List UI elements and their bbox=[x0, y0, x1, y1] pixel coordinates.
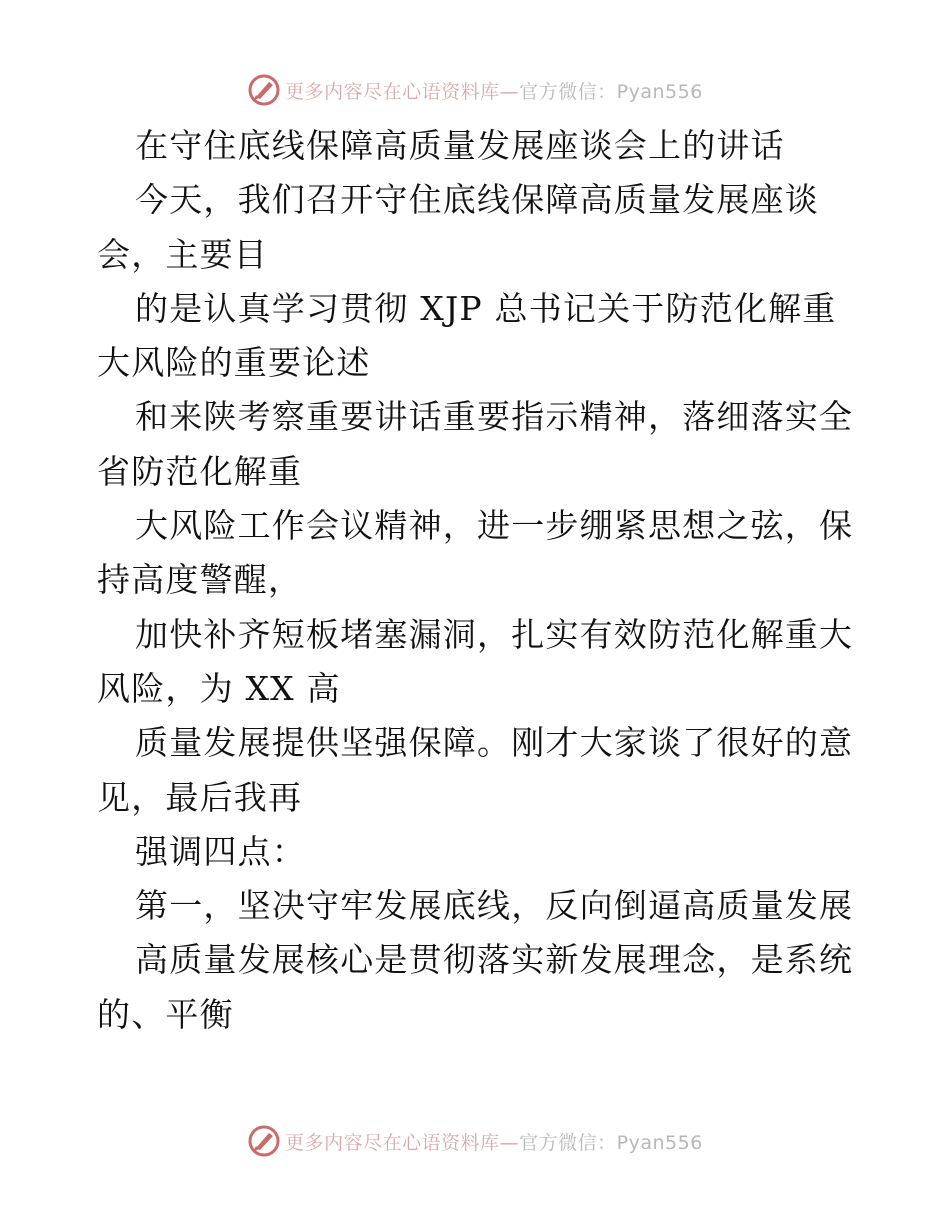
text-line: 见，最后我再 bbox=[97, 777, 303, 817]
watermark-wechat: 官方微信：Pyan556 bbox=[519, 1131, 703, 1154]
text-line: 持高度警醒， bbox=[97, 560, 303, 600]
text-line: 强调四点： bbox=[135, 831, 306, 871]
text-line: 高质量发展核心是贯彻落实新发展理念，是系统 bbox=[135, 940, 854, 980]
watermark-dash: — bbox=[499, 1131, 520, 1154]
text-line: 省防范化解重 bbox=[97, 451, 303, 491]
watermark-wechat: 官方微信：Pyan556 bbox=[519, 80, 703, 103]
watermark-text: 更多内容尽在心语资料库 bbox=[285, 80, 500, 103]
header-watermark bbox=[0, 70, 950, 110]
watermark-dash: — bbox=[499, 80, 520, 103]
text-line: 加快补齐短板堵塞漏洞，扎实有效防范化解重大 bbox=[135, 614, 854, 654]
watermark-text: 更多内容尽在心语资料库 bbox=[285, 1131, 500, 1154]
document-title: 在守住底线保障高质量发展座谈会上的讲话 bbox=[135, 126, 785, 165]
section-heading: 第一，坚决守牢发展底线，反向倒逼高质量发展 bbox=[135, 886, 854, 926]
text-line: 和来陕考察重要讲话重要指示精神，落细落实全 bbox=[135, 397, 854, 437]
text-line: 风险，为 XX 高 bbox=[97, 668, 341, 708]
text-line: 会，主要目 bbox=[97, 234, 268, 274]
text-line: 大风险的重要论述 bbox=[97, 343, 371, 383]
brand-logo-icon bbox=[247, 1124, 281, 1158]
brand-logo-icon bbox=[247, 73, 281, 107]
footer-watermark bbox=[0, 1121, 950, 1161]
text-line: 大风险工作会议精神，进一步绷紧思想之弦，保 bbox=[135, 506, 854, 546]
document-body bbox=[97, 119, 857, 1042]
text-line: 质量发展提供坚强保障。刚才大家谈了很好的意 bbox=[135, 723, 854, 763]
text-line: 的、平衡 bbox=[97, 994, 234, 1034]
text-line: 的是认真学习贯彻 XJP 总书记关于防范化解重 bbox=[135, 288, 837, 328]
text-line: 今天，我们召开守住底线保障高质量发展座谈 bbox=[135, 180, 819, 220]
